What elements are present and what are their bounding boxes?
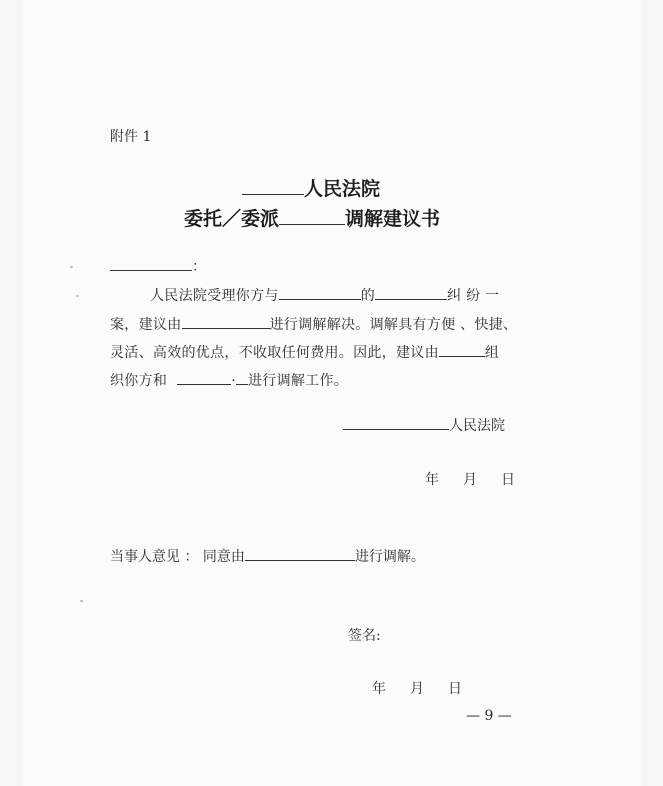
mediation-type-blank[interactable] (279, 210, 345, 225)
body-text: 进行调解工作。 (247, 373, 349, 389)
addressee-colon: ： (192, 259, 206, 275)
scan-speck (76, 295, 79, 297)
document-page (22, 0, 642, 786)
title-court-suffix: 人民法院 (304, 178, 381, 200)
party-opinion-suffix: 进行调解。 (354, 549, 425, 565)
body-text: 灵活、高效的优点，不收取任何费用。因此，建议由 (110, 345, 439, 361)
agreed-mediator-blank[interactable] (245, 546, 355, 561)
signature-court-suffix: 人民法院 (449, 418, 505, 434)
party-opinion-line (110, 546, 425, 566)
body-text: 织你方和 (110, 373, 168, 389)
date-line-1 (425, 469, 515, 489)
date-month: 月 (463, 472, 477, 488)
party-blank[interactable] (279, 285, 361, 300)
other-party-blank-2[interactable] (236, 370, 248, 385)
date-year: 年 (425, 472, 439, 488)
organizer-blank[interactable] (439, 342, 485, 357)
signature-court-blank[interactable] (343, 415, 449, 430)
body-text: 人民法院受理你方与 (150, 288, 279, 304)
body-text: · (231, 373, 236, 389)
body-text: 案，建议由 (110, 317, 182, 333)
addressee-blank[interactable] (110, 256, 192, 271)
title-prefix: 委托／委派 (184, 208, 280, 230)
date-month: 月 (410, 681, 424, 697)
signature-court-line (343, 415, 505, 435)
scan-speck (70, 266, 73, 268)
title-suffix: 调解建议书 (345, 208, 441, 230)
title-line-1 (242, 174, 380, 201)
party-opinion-prefix: 当事人意见 ： 同意由 (110, 549, 245, 565)
title-line-2 (184, 204, 440, 231)
body-text: 的 (360, 288, 376, 304)
body-text: 组 (484, 345, 500, 361)
page-number: — 9 — (466, 708, 512, 724)
dispute-blank[interactable] (375, 285, 447, 300)
body-line-1 (150, 285, 499, 305)
date-line-2 (372, 678, 462, 698)
addressee-line (110, 256, 206, 276)
body-line-4 (110, 370, 348, 390)
other-party-blank[interactable] (177, 370, 231, 385)
body-line-2 (110, 314, 517, 334)
date-day: 日 (501, 472, 515, 488)
body-text: 纠 纷 一 (447, 288, 500, 304)
scan-speck (80, 600, 83, 602)
body-line-3 (110, 342, 499, 362)
court-name-blank[interactable] (242, 180, 304, 195)
body-text: 进行调解解决。调解具有方便 、快捷、 (269, 317, 518, 333)
date-day: 日 (448, 681, 462, 697)
date-year: 年 (372, 681, 386, 697)
mediator-blank[interactable] (182, 314, 270, 329)
signature-label: 签名: (348, 628, 381, 644)
annex-label: 附件 1 (110, 129, 152, 145)
